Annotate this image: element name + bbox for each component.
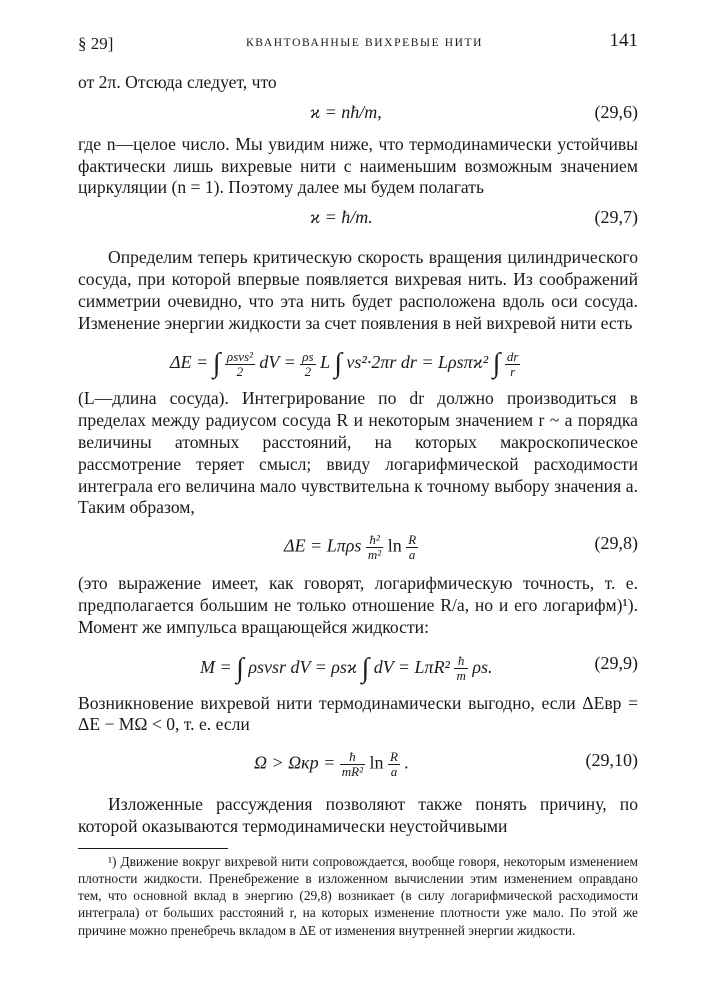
eq-term: dV = LπR² — [373, 656, 450, 677]
equation-formula: ϰ = nħ/m, — [310, 101, 382, 122]
running-title: КВАНТОВАННЫЕ ВИХРЕВЫЕ НИТИ — [246, 37, 484, 49]
paragraph-2: где n—целое число. Мы увидим ниже, что термодинамически устойчивы фактически лишь вихревые нити с наименьшим возможным значением циркуляции (n = 1). Поэтому далее мы будем полагать — [78, 133, 638, 198]
equation-number: (29,6) — [594, 101, 638, 122]
equation-number: (29,8) — [594, 533, 638, 554]
paragraph-7: Изложенные рассуждения позволяют также понять причину, по которой оказываются термодинамически неустойчивыми — [78, 794, 638, 836]
fraction: $\frac{\text{ħ²}}{\text{m²}}$ — [367, 532, 382, 563]
page-number: 141 — [609, 30, 638, 51]
equation-number: (29,7) — [594, 207, 638, 228]
integral-sign: ∫ — [334, 348, 342, 380]
paragraph-4: (L—длина сосуда). Интегрирование по dr должно производиться в пределах между радиусом сосуда R и некоторым значением r ~ a порядка величины атомных расстояний, на которых макроскопическое рассмотрение теряет смысл; ввиду логарифмической расходимости интеграла его величина мало чувствительна к точному выбору значения a. Таким образом, — [78, 388, 638, 518]
equation-number: (29,10) — [585, 750, 638, 771]
running-header — [78, 28, 638, 54]
eq-term: ρs. — [472, 656, 493, 677]
footnote-text: ¹) Движение вокруг вихревой нити сопровождается, вообще говоря, некоторым изменением плотности жидкости. Пренебрежение в изложенном вычислении этим изменением оправдано тем, что основной вклад в энергию (29,8) возникает (в силу логарифмической расходимости интеграла) от больших расстояний r, на которых изменение плотности уже мало. По этой же причине можно пренебречь вкладом в ΔE от изменения внутренней энергии жидкости. — [78, 853, 638, 938]
fraction: $\frac{R}{a}$ — [390, 749, 398, 780]
eq-term: . — [404, 752, 409, 773]
book-page — [78, 28, 638, 939]
equation-29-9 — [78, 639, 638, 693]
eq-term: ρsvsr dV = ρsϰ — [248, 656, 358, 677]
fraction: $\frac{\text{ρsvs²}}{2}$ — [226, 348, 253, 379]
fraction: $\frac{dr}{r}$ — [506, 348, 519, 379]
eq-term: dV = — [259, 352, 296, 373]
equation-energy-integral — [78, 334, 638, 388]
eq-term: ln — [387, 535, 402, 556]
equation-29-10 — [78, 736, 638, 790]
paragraph-1: от 2π. Отсюда следует, что — [78, 72, 277, 92]
footnote — [78, 853, 638, 939]
eq-lhs: Ω > Ωкр = — [254, 752, 336, 773]
eq-lhs: ΔE = — [170, 352, 209, 373]
fraction: $\frac{R}{a}$ — [408, 532, 417, 563]
eq-lhs: ΔE = Lπρs — [284, 535, 362, 556]
integral-sign: ∫ — [236, 652, 244, 684]
eq-lhs: M = — [200, 656, 232, 677]
paragraph-5: (это выражение имеет, как говорят, логарифмическую точность, т. е. предполагается большим не только отношение R/a, но и его логарифм)¹). Момент же импульса вращающейся жидкости: — [78, 573, 638, 637]
section-ref: § 29] — [78, 34, 114, 53]
equation-29-8 — [78, 519, 638, 573]
integral-sign: ∫ — [212, 348, 221, 380]
integral-sign: ∫ — [361, 652, 370, 684]
paragraph-3: Определим теперь критическую скорость вращения цилиндрического сосуда, при которой впервые появляется вихревая нить. Из соображений симметрии очевидно, что эта нить будет расположена вдоль оси сосуда. Изменение энергии жидкости за счет появления в ней вихревой нити есть — [78, 247, 638, 333]
fraction: $\frac{\rho s}{2}$ — [302, 348, 314, 379]
eq-term: ln — [369, 752, 384, 773]
eq-term: L — [320, 352, 330, 373]
footnote-separator — [78, 848, 228, 849]
equation-formula: ϰ = ħ/m. — [310, 207, 373, 228]
equation-number: (29,9) — [594, 652, 638, 673]
equation-29-6 — [78, 94, 638, 134]
paragraph-6: Возникновение вихревой нити термодинамически выгодно, если ΔEвр = ΔE − MΩ < 0, т. е. если — [78, 692, 638, 735]
integral-sign: ∫ — [492, 348, 501, 380]
fraction: $\frac{ħ}{\text{mR²}}$ — [341, 749, 363, 780]
fraction: $\frac{ħ}{m}$ — [456, 653, 466, 684]
eq-term: vs²·2πr dr = Lρsπϰ² — [346, 352, 489, 373]
equation-29-7 — [78, 199, 638, 239]
